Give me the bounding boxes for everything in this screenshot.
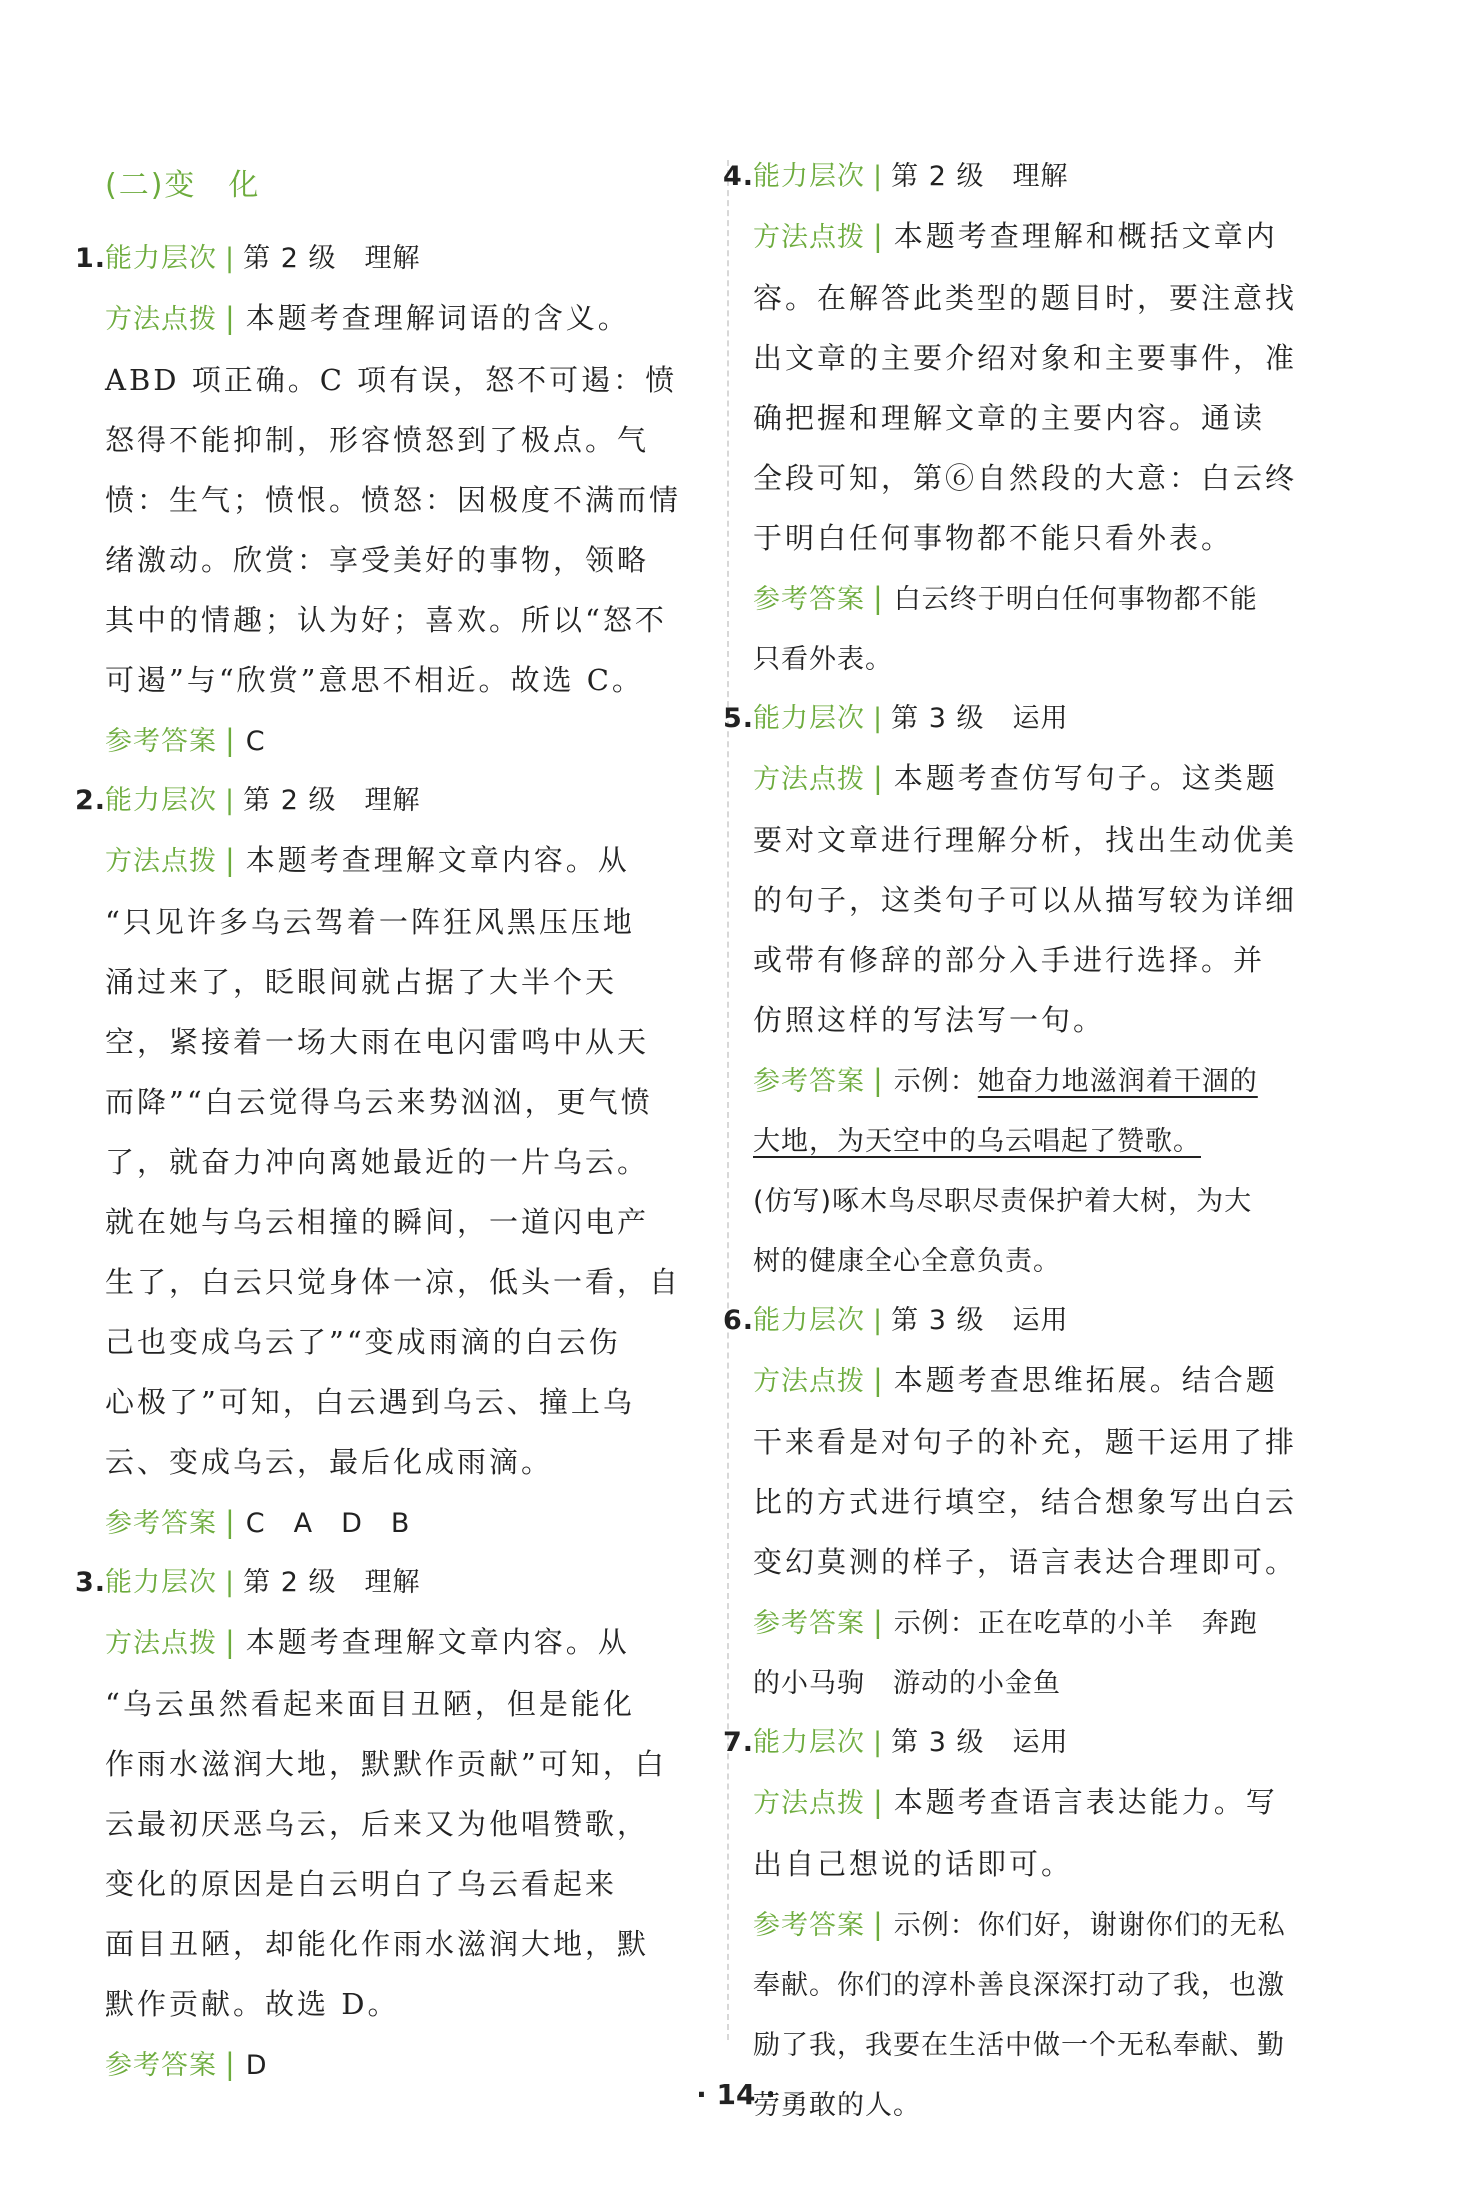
answer-label: 参考答案 bbox=[753, 1066, 865, 1097]
answer-line: 参考答案 | C bbox=[105, 723, 266, 757]
method-line: 而降”“白云觉得乌云来势汹汹，更气愤 bbox=[105, 1085, 653, 1119]
page-number: · 14 · bbox=[696, 2078, 776, 2111]
method-line: 容。在解答此类型的题目时，要注意找 bbox=[753, 281, 1298, 315]
method-label: 方法点拨 bbox=[105, 846, 217, 877]
answer-prefix: 示例： bbox=[893, 1066, 978, 1097]
method-line: 生了，白云只觉身体一凉，低头一看，自 bbox=[105, 1265, 682, 1299]
method-line: 绪激动。欣赏：享受美好的事物，领略 bbox=[105, 543, 650, 577]
level-value: 第 2 级 理解 bbox=[891, 161, 1069, 192]
answer-line: 励了我，我要在生活中做一个无私奉献、勤 bbox=[753, 2030, 1285, 2061]
level-value: 第 2 级 理解 bbox=[243, 785, 421, 816]
answer-line: 参考答案 | 示例：她奋力地滋润着干涸的 bbox=[753, 1063, 1258, 1097]
imitation-line: (仿写)啄木鸟尽职尽责保护着大树，为大 bbox=[753, 1186, 1253, 1217]
method-label: 方法点拨 bbox=[105, 304, 217, 335]
method-line: 出自己想说的话即可。 bbox=[753, 1847, 1074, 1881]
answer-label: 参考答案 bbox=[753, 1608, 865, 1639]
method-label: 方法点拨 bbox=[753, 1788, 865, 1819]
answer-line: 的小马驹 游动的小金鱼 bbox=[753, 1668, 1061, 1699]
level-value: 第 2 级 理解 bbox=[243, 1567, 421, 1598]
method-line: 面目丑陋，却能化作雨水滋润大地，默 bbox=[105, 1927, 650, 1961]
method-line: 己也变成乌云了”“变成雨滴的白云伤 bbox=[105, 1325, 621, 1359]
method-line: 云、变成乌云，最后化成雨滴。 bbox=[105, 1445, 554, 1479]
question-5-header: 5.能力层次 | 第 3 级 运用 bbox=[753, 690, 1353, 748]
answer-line: 劳勇敢的人。 bbox=[753, 2090, 921, 2121]
question-1-header: 1.能力层次 | 第 2 级 理解 bbox=[105, 230, 710, 288]
method-line: 方法点拨 | 本题考查思维拓展。结合题 bbox=[753, 1363, 1278, 1397]
level-value: 第 2 级 理解 bbox=[243, 243, 421, 274]
answer-line: 参考答案 | 示例：你们好，谢谢你们的无私 bbox=[753, 1907, 1286, 1941]
method-line: 干来看是对句子的补充，题干运用了排 bbox=[753, 1425, 1298, 1459]
imitation-line: 树的健康全心全意负责。 bbox=[753, 1246, 1061, 1277]
method-line: 变幻莫测的样子，语言表达合理即可。 bbox=[753, 1545, 1298, 1579]
level-label: 能力层次 bbox=[105, 243, 217, 274]
method-line: 比的方式进行填空，结合想象写出白云 bbox=[753, 1485, 1298, 1519]
question-number: 3. bbox=[75, 1567, 107, 1598]
method-line: 或带有修辞的部分入手进行选择。并 bbox=[753, 943, 1266, 977]
question-4 bbox=[723, 148, 1353, 690]
question-2-header: 2.能力层次 | 第 2 级 理解 bbox=[105, 772, 710, 830]
question-5 bbox=[723, 690, 1353, 1292]
answer-value: 示例：正在吃草的小羊 奔跑 bbox=[893, 1608, 1258, 1639]
answer-line: 参考答案 | 白云终于明白任何事物都不能 bbox=[753, 581, 1258, 615]
method-line: 仿照这样的写法写一句。 bbox=[753, 1003, 1106, 1037]
question-number: 1. bbox=[75, 243, 107, 274]
method-line: 空，紧接着一场大雨在电闪雷鸣中从天 bbox=[105, 1025, 650, 1059]
method-line: 涌过来了，眨眼间就占据了大半个天 bbox=[105, 965, 618, 999]
question-number: 6. bbox=[723, 1305, 755, 1336]
answer-line: 参考答案 | C A D B bbox=[105, 1505, 411, 1539]
question-1 bbox=[75, 230, 710, 772]
method-line: 确把握和理解文章的主要内容。通读 bbox=[753, 401, 1266, 435]
answer-line: 参考答案 | 示例：正在吃草的小羊 奔跑 bbox=[753, 1605, 1258, 1639]
question-6-header: 6.能力层次 | 第 3 级 运用 bbox=[753, 1292, 1353, 1350]
method-line: 云最初厌恶乌云，后来又为他唱赞歌， bbox=[105, 1807, 650, 1841]
method-line: 愤：生气；愤恨。愤怒：因极度不满而情 bbox=[105, 483, 682, 517]
method-line: 方法点拨 | 本题考查语言表达能力。写 bbox=[753, 1785, 1278, 1819]
method-label: 方法点拨 bbox=[105, 1628, 217, 1659]
question-4-header: 4.能力层次 | 第 2 级 理解 bbox=[753, 148, 1353, 206]
method-line: 就在她与乌云相撞的瞬间，一道闪电产 bbox=[105, 1205, 650, 1239]
answer-value: 白云终于明白任何事物都不能 bbox=[893, 584, 1258, 615]
answer-value: C A D B bbox=[245, 1508, 411, 1539]
section-title: (二)变 化 bbox=[105, 168, 261, 203]
method-line: 怒得不能抑制，形容愤怒到了极点。气 bbox=[105, 423, 650, 457]
method-line: 方法点拨 | 本题考查理解文章内容。从 bbox=[105, 843, 630, 877]
method-line: 心极了”可知，白云遇到乌云、撞上乌 bbox=[105, 1385, 635, 1419]
method-label: 方法点拨 bbox=[753, 222, 865, 253]
answer-line: 参考答案 | D bbox=[105, 2047, 268, 2081]
question-number: 7. bbox=[723, 1727, 755, 1758]
level-label: 能力层次 bbox=[753, 161, 865, 192]
method-line: 出文章的主要介绍对象和主要事件，准 bbox=[753, 341, 1298, 375]
answer-label: 参考答案 bbox=[753, 1910, 865, 1941]
answer-label: 参考答案 bbox=[753, 584, 865, 615]
method-line: 全段可知，第⑥自然段的大意：白云终 bbox=[753, 461, 1298, 495]
answer-underlined: 大地，为天空中的乌云唱起了赞歌。 bbox=[753, 1126, 1201, 1157]
answer-label: 参考答案 bbox=[105, 726, 217, 757]
method-label: 方法点拨 bbox=[753, 764, 865, 795]
method-line: 作雨水滋润大地，默默作贡献”可知，白 bbox=[105, 1747, 667, 1781]
method-line: 方法点拨 | 本题考查仿写句子。这类题 bbox=[753, 761, 1278, 795]
level-label: 能力层次 bbox=[753, 703, 865, 734]
method-line: 其中的情趣；认为好；喜欢。所以“怒不 bbox=[105, 603, 667, 637]
answer-underlined: 她奋力地滋润着干涸的 bbox=[977, 1066, 1258, 1097]
method-line: 方法点拨 | 本题考查理解文章内容。从 bbox=[105, 1625, 630, 1659]
level-label: 能力层次 bbox=[753, 1727, 865, 1758]
method-line: 方法点拨 | 本题考查理解词语的含义。 bbox=[105, 301, 630, 335]
question-3 bbox=[75, 1554, 710, 2096]
question-7-header: 7.能力层次 | 第 3 级 运用 bbox=[753, 1714, 1353, 1772]
method-line: ABD 项正确。C 项有误，怒不可遏：愤 bbox=[105, 363, 678, 397]
question-number: 5. bbox=[723, 703, 755, 734]
method-line: 可遏”与“欣赏”意思不相近。故选 C。 bbox=[105, 663, 644, 697]
question-number: 2. bbox=[75, 785, 107, 816]
answer-value: 示例：你们好，谢谢你们的无私 bbox=[893, 1910, 1286, 1941]
level-label: 能力层次 bbox=[105, 1567, 217, 1598]
answer-line bbox=[753, 1112, 1353, 1172]
answer-value: D bbox=[245, 2050, 268, 2081]
method-label: 方法点拨 bbox=[753, 1366, 865, 1397]
method-line: 了，就奋力冲向离她最近的一片乌云。 bbox=[105, 1145, 650, 1179]
answer-line: 奉献。你们的淳朴善良深深打动了我，也激 bbox=[753, 1970, 1285, 2001]
level-value: 第 3 级 运用 bbox=[891, 703, 1069, 734]
answer-label: 参考答案 bbox=[105, 1508, 217, 1539]
method-line: 默作贡献。故选 D。 bbox=[105, 1987, 400, 2021]
method-line: 的句子，这类句子可以从描写较为详细 bbox=[753, 883, 1298, 917]
question-number: 4. bbox=[723, 161, 755, 192]
level-label: 能力层次 bbox=[753, 1305, 865, 1336]
question-2 bbox=[75, 772, 710, 1554]
level-value: 第 3 级 运用 bbox=[891, 1305, 1069, 1336]
level-value: 第 3 级 运用 bbox=[891, 1727, 1069, 1758]
method-line: 方法点拨 | 本题考查理解和概括文章内 bbox=[753, 219, 1278, 253]
left-column bbox=[75, 230, 710, 2096]
question-3-header: 3.能力层次 | 第 2 级 理解 bbox=[105, 1554, 710, 1612]
level-label: 能力层次 bbox=[105, 785, 217, 816]
method-line: 于明白任何事物都不能只看外表。 bbox=[753, 521, 1234, 555]
method-line: 变化的原因是白云明白了乌云看起来 bbox=[105, 1867, 618, 1901]
method-line: “只见许多乌云驾着一阵狂风黑压压地 bbox=[105, 905, 635, 939]
answer-line: 只看外表。 bbox=[753, 644, 893, 675]
question-6 bbox=[723, 1292, 1353, 1714]
answer-label: 参考答案 bbox=[105, 2050, 217, 2081]
method-line: “乌云虽然看起来面目丑陋，但是能化 bbox=[105, 1687, 635, 1721]
method-line: 要对文章进行理解分析，找出生动优美 bbox=[753, 823, 1298, 857]
answer-value: C bbox=[245, 726, 266, 757]
